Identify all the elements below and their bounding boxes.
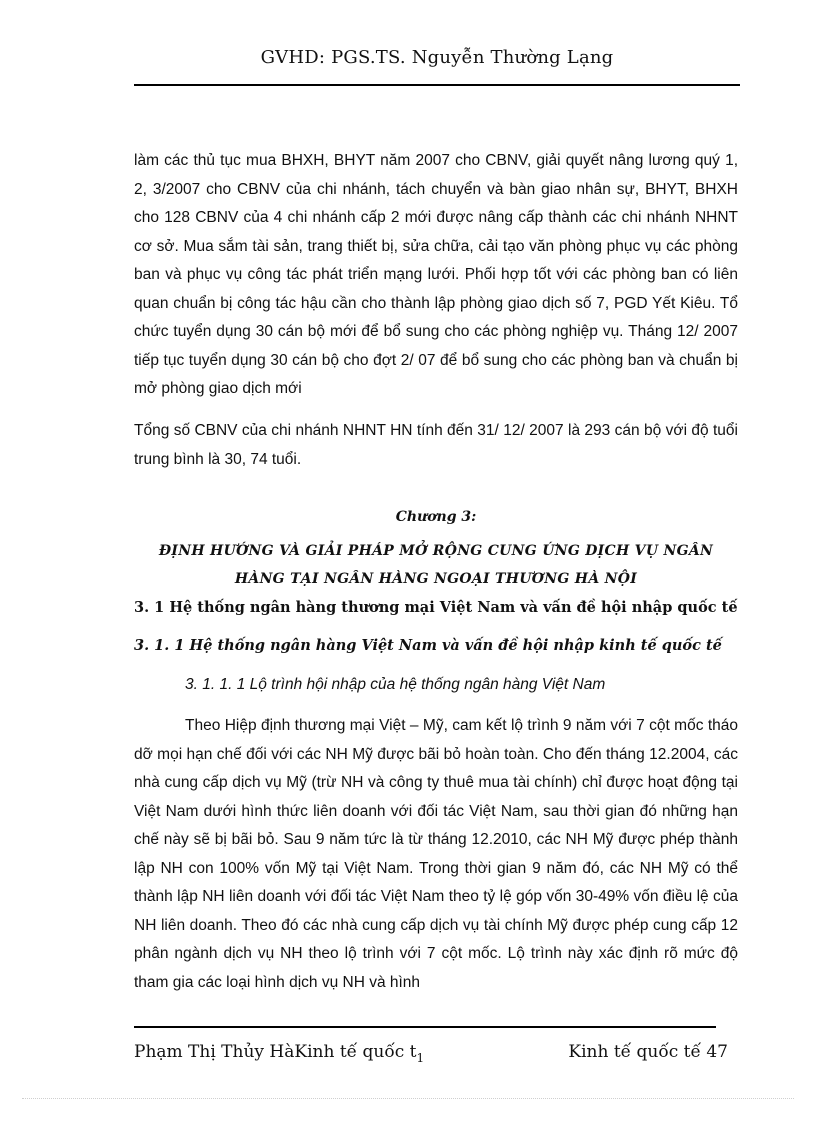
chapter-title-line-1: ĐỊNH HƯỚNG VÀ GIẢI PHÁP MỞ RỘNG CUNG ỨNG DỊCH VỤ NGÂN bbox=[158, 543, 714, 559]
footer-author-subscript: 1 bbox=[416, 1051, 425, 1065]
footer-rule bbox=[134, 1026, 716, 1028]
footer-page-label: Kinh tế quốc tế 47 bbox=[568, 1042, 728, 1062]
page-edge-dotted-line bbox=[22, 1098, 794, 1099]
section-heading-3-1: 3. 1 Hệ thống ngân hàng thương mại Việt Nam và vấn đề hội nhập quốc tế bbox=[134, 599, 738, 616]
footer-author-text: Phạm Thị Thủy HàKinh tế quốc t bbox=[134, 1042, 417, 1062]
section-heading-3-1-1-1: 3. 1. 1. 1 Lộ trình hội nhập của hệ thống ngân hàng Việt Nam bbox=[185, 676, 606, 693]
header-title: GVHD: PGS.TS. Nguyễn Thường Lạng bbox=[260, 47, 614, 68]
paragraph-hr-activities: làm các thủ tục mua BHXH, BHYT năm 2007 cho CBNV, giải quyết nâng lương quý 1, 2, 3/2007 cho CBNV của chi nhánh, tách chuyển và bàn giao nhân sự, BHYT, BHXH cho 128 CBNV của 4 chi nhánh cấp 2 mới được nâng cấp thành các chi nhánh NHNT cơ sở. Mua sắm tài sản, trang thiết bị, sửa chữa, cải tạo văn phòng phục vụ các phòng ban và phục vụ công tác phát triển mạng lưới. Phối hợp tốt với các phòng ban có liên quan chuẩn bị công tác hậu cần cho thành lập phòng giao dịch số 7, PGD Yết Kiêu. Tổ chức tuyển dụng 30 cán bộ mới để bổ sung cho các phòng nghiệp vụ. Tháng 12/ 2007 tiếp tục tuyển dụng 30 cán bộ cho đợt 2/ 07 để bổ sung cho các phòng ban và chuẩn bị mở phòng giao dịch mới bbox=[134, 152, 738, 397]
chapter-title-line-2: HÀNG TẠI NGÂN HÀNG NGOẠI THƯƠNG HÀ NỘI bbox=[234, 571, 638, 587]
chapter-title bbox=[134, 537, 738, 593]
section-heading-3-1-1: 3. 1. 1 Hệ thống ngân hàng Việt Nam và vấn đề hội nhập kinh tế quốc tế bbox=[134, 637, 722, 654]
chapter-label: Chương 3: bbox=[395, 509, 477, 525]
footer-author bbox=[134, 1042, 424, 1065]
header-rule bbox=[134, 84, 740, 86]
paragraph-staff-total: Tổng số CBNV của chi nhánh NHNT HN tính đến 31/ 12/ 2007 là 293 cán bộ với độ tuổi trung bình là 30, 74 tuổi. bbox=[134, 422, 738, 468]
paragraph-trade-agreement: Theo Hiệp định thương mại Việt – Mỹ, cam kết lộ trình 9 năm với 7 cột mốc tháo dỡ mọi hạn chế đối với các NH Mỹ được bãi bỏ hoàn toàn. Cho đến tháng 12.2004, các nhà cung cấp dịch vụ Mỹ (trừ NH và công ty thuê mua tài chính) chỉ được hoạt động tại Việt Nam dưới hình thức liên doanh với đối tác Việt Nam, sau thời gian đó những hạn chế này sẽ bị bãi bỏ. Sau 9 năm tức là từ tháng 12.2010, các NH Mỹ được phép thành lập NH con 100% vốn Mỹ tại Việt Nam. Trong thời gian 9 năm đó, các NH Mỹ có thể thành lập NH liên doanh với đối tác Việt Nam theo tỷ lệ góp vốn 30-49% vốn điều lệ của NH liên doanh. Theo đó các nhà cung cấp dịch vụ tài chính Mỹ được phép cung cấp 12 phân ngành dịch vụ NH theo lộ trình với 7 cột mốc. Lộ trình này xác định rõ mức độ tham gia các loại hình dịch vụ NH và hình bbox=[134, 717, 738, 991]
